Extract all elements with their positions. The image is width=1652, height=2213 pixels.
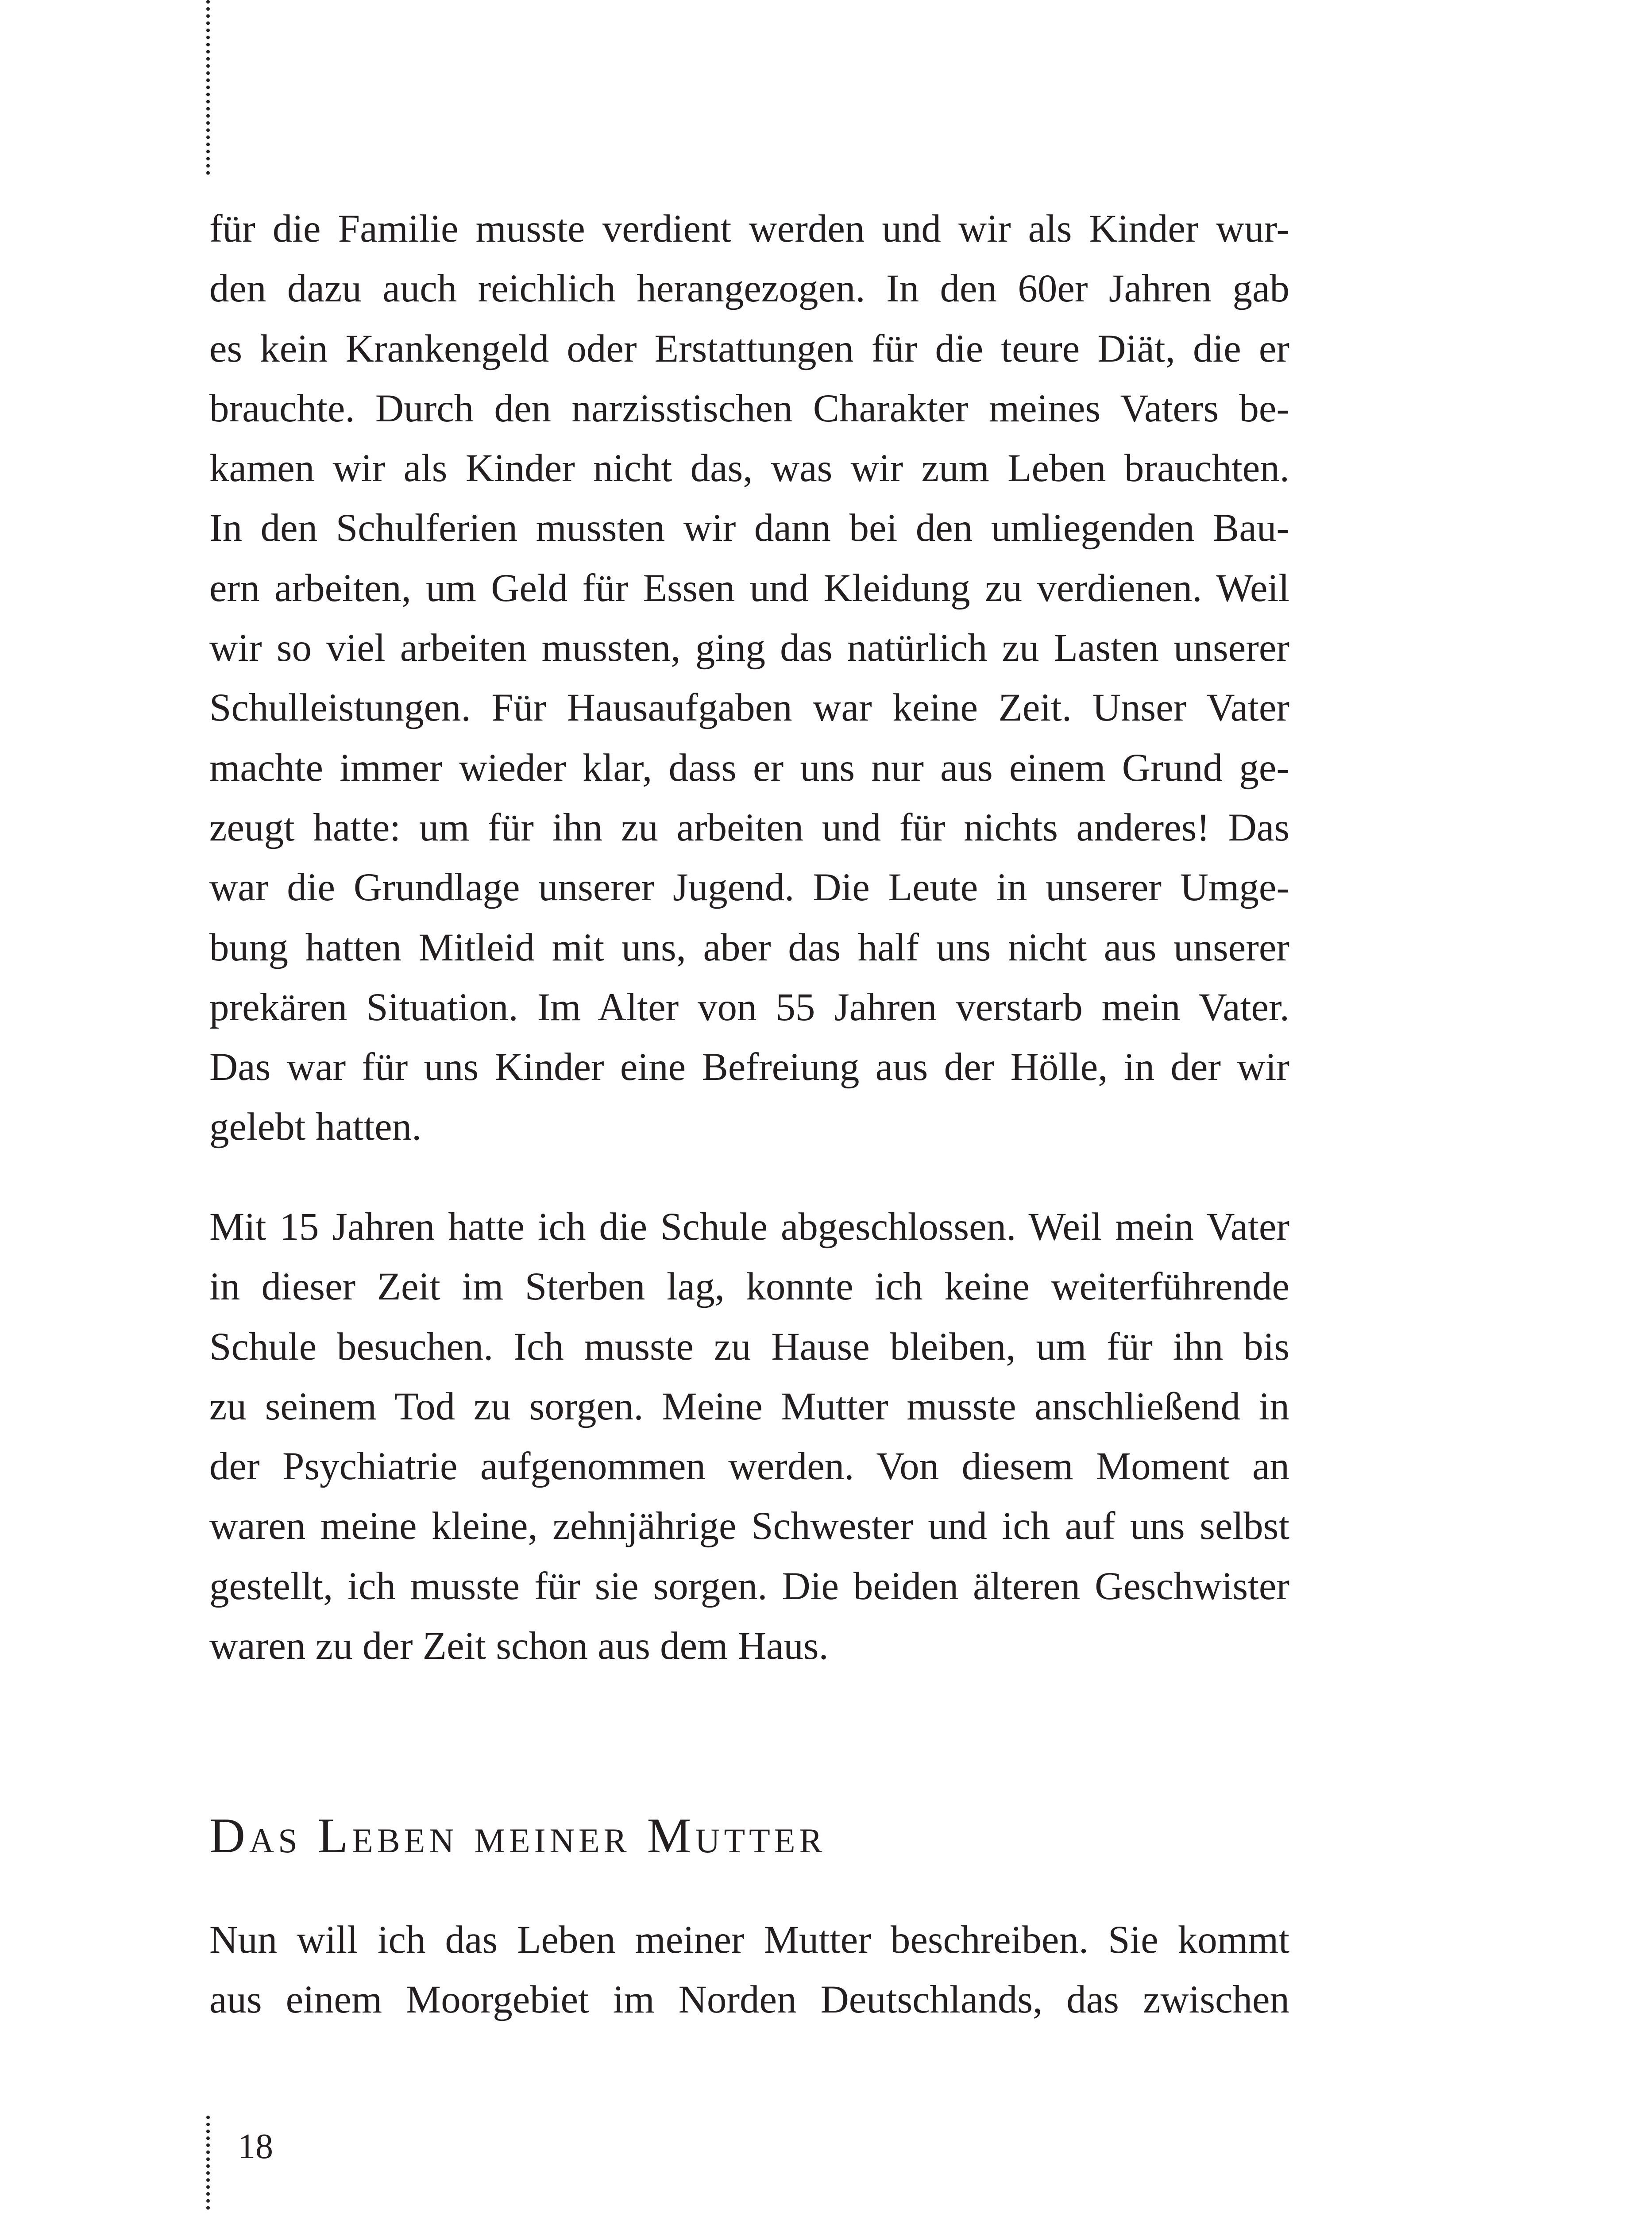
text-line: waren meine kleine, zehnjährige Schwester und ich auf uns selbst [209, 1504, 1289, 1548]
text-line: machte immer wieder klar, dass er uns nur aus einem Grund ge- [209, 746, 1289, 790]
bottom-dotted-rule [206, 2116, 210, 2213]
text-line: Mit 15 Jahren hatte ich die Schule abgeschlossen. Weil mein Vater [209, 1205, 1289, 1249]
text-line: Schulleistungen. Für Hausaufgaben war keine Zeit. Unser Vater [209, 686, 1289, 730]
text-line: In den Schulferien mussten wir dann bei den umliegenden Bau- [209, 506, 1289, 550]
text-line: der Psychiatrie aufgenommen werden. Von diesem Moment an [209, 1445, 1289, 1488]
paragraph-childhood-work [209, 199, 1289, 1157]
text-line: gestellt, ich musste für sie sorgen. Die beiden älteren Geschwister [209, 1564, 1289, 1608]
text-line: war die Grundlage unserer Jugend. Die Leute in unserer Umge- [209, 866, 1289, 910]
text-line: prekären Situation. Im Alter von 55 Jahren verstarb mein Vater. [209, 985, 1289, 1029]
text-line: waren zu der Zeit schon aus dem Haus. [209, 1624, 829, 1668]
page-number: 18 [238, 2127, 273, 2166]
text-line: es kein Krankengeld oder Erstattungen für die teure Diät, die er [209, 327, 1289, 370]
text-line: bung hatten Mitleid mit uns, aber das half uns nicht aus unserer [209, 925, 1289, 969]
text-line: den dazu auch reichlich herangezogen. In den 60er Jahren gab [209, 267, 1289, 311]
section-heading: Das Leben meiner Mutter [209, 1808, 826, 1863]
top-dotted-rule [206, 0, 210, 175]
text-line: aus einem Moorgebiet im Norden Deutschlands, das zwischen [209, 1978, 1289, 2022]
text-line: in dieser Zeit im Sterben lag, konnte ich keine weiterführende [209, 1265, 1289, 1309]
text-line: für die Familie musste verdient werden und wir als Kinder wur- [209, 207, 1289, 251]
paragraph-leaving-school [209, 1197, 1289, 1676]
text-line: Das war für uns Kinder eine Befreiung aus der Hölle, in der wir [209, 1045, 1289, 1089]
text-line: Nun will ich das Leben meiner Mutter beschreiben. Sie kommt [209, 1918, 1289, 1962]
text-line: brauchte. Durch den narzisstischen Charakter meines Vaters be- [209, 386, 1289, 430]
text-line: zu seinem Tod zu sorgen. Meine Mutter musste anschließend in [209, 1384, 1289, 1428]
text-line: wir so viel arbeiten mussten, ging das natürlich zu Lasten unserer [209, 626, 1289, 670]
text-line: ern arbeiten, um Geld für Essen und Kleidung zu verdienen. Weil [209, 566, 1289, 610]
text-line: kamen wir als Kinder nicht das, was wir zum Leben brauchten. [209, 447, 1289, 490]
text-line: Schule besuchen. Ich musste zu Hause bleiben, um für ihn bis [209, 1325, 1289, 1369]
paragraph-mother-life [209, 1910, 1289, 2030]
text-line: gelebt hatten. [209, 1105, 422, 1149]
text-line: zeugt hatte: um für ihn zu arbeiten und für nichts anderes! Das [209, 806, 1289, 849]
